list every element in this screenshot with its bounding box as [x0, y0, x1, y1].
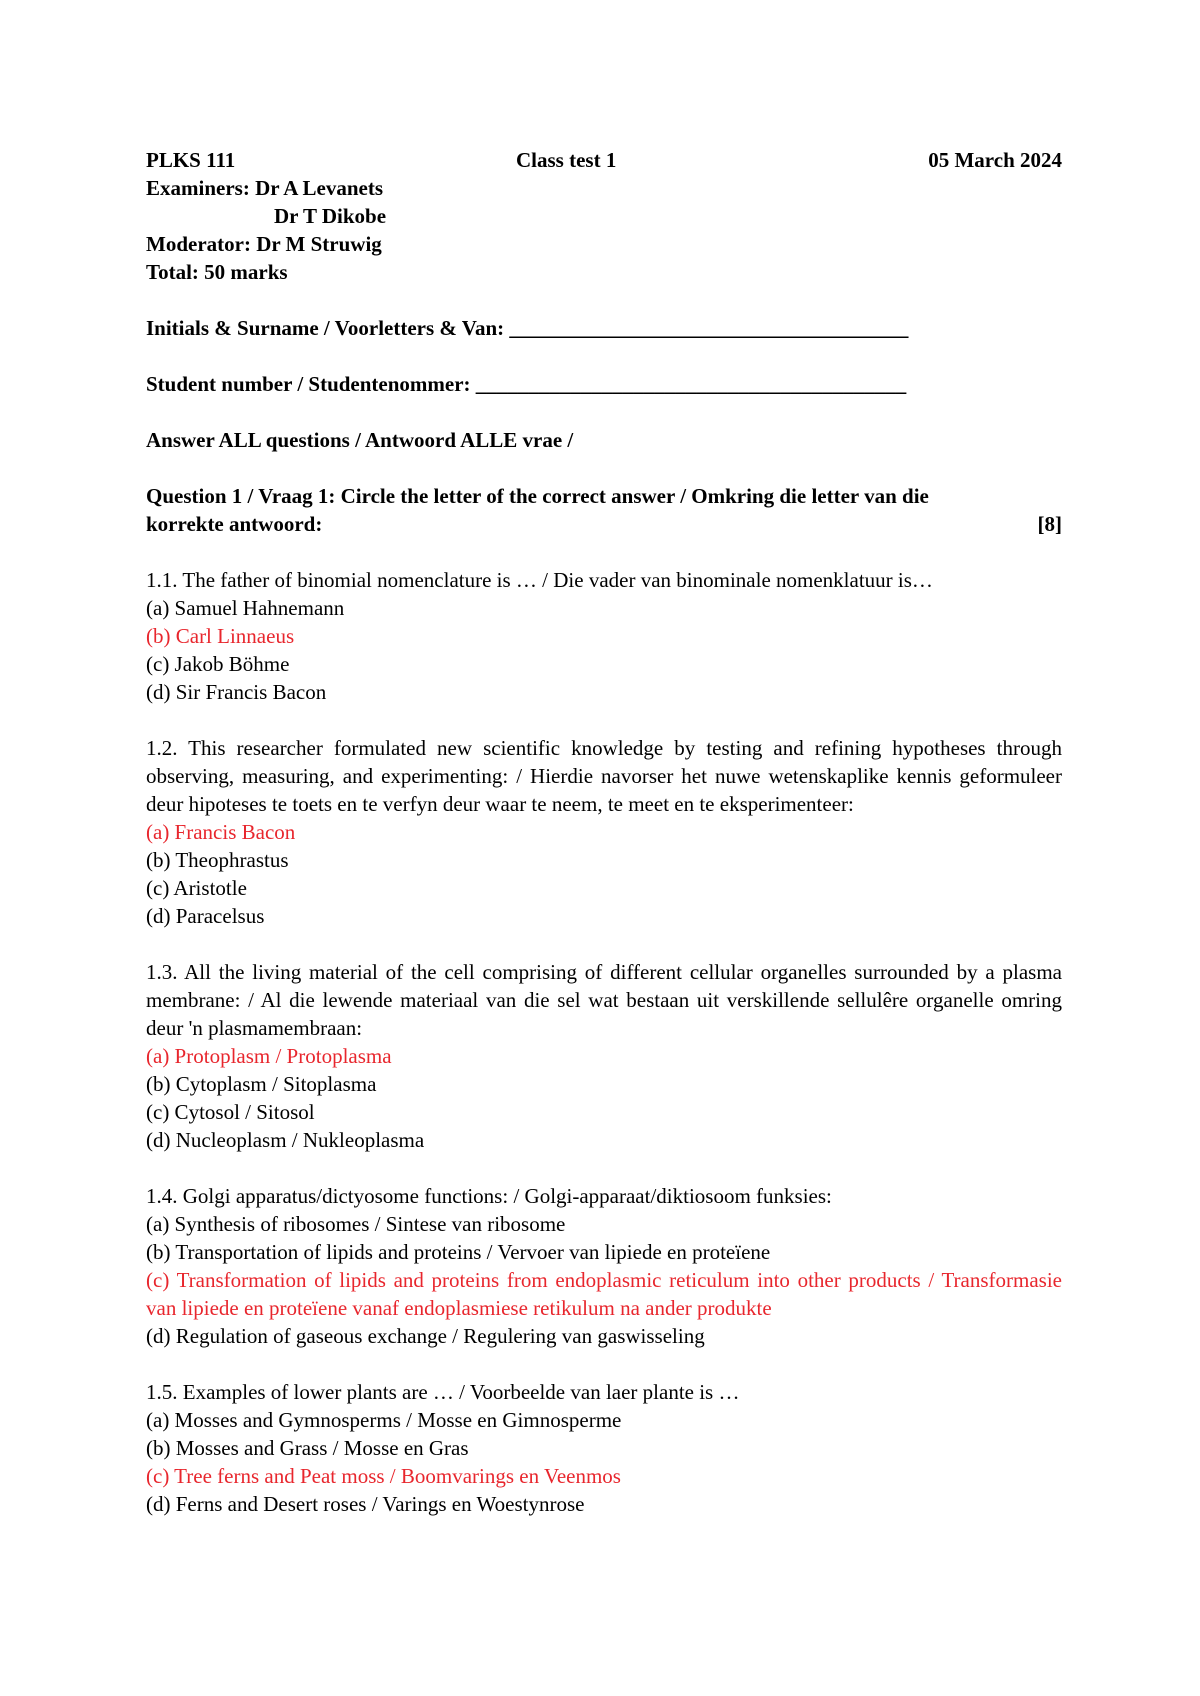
answer-option[interactable]: (a) Samuel Hahnemann [146, 596, 345, 620]
question-stem: 1.5. Examples of lower plants are … / Voorbeelde van laer plante is … [146, 1380, 740, 1404]
question-block [146, 1182, 1062, 1350]
answer-option-correct[interactable]: (a) Protoplasm / Protoplasma [146, 1044, 392, 1068]
student-number-field[interactable]: Student number / Studentenommer: _________________________________________ [146, 372, 907, 396]
course-code: PLKS 111 [146, 148, 236, 172]
answer-option[interactable]: (b) Theophrastus [146, 848, 289, 872]
answer-option[interactable]: (a) Synthesis of ribosomes / Sintese van ribosome [146, 1212, 566, 1236]
answer-option[interactable]: (d) Ferns and Desert roses / Varings en Woestynrose [146, 1492, 585, 1516]
question-list [146, 538, 1062, 1518]
answer-option-correct[interactable]: (a) Francis Bacon [146, 820, 296, 844]
examiners-line: Examiners: Dr A Levanets [146, 176, 384, 200]
answer-option[interactable]: (d) Regulation of gaseous exchange / Regulering van gaswisseling [146, 1324, 705, 1348]
answer-option[interactable]: (d) Nucleoplasm / Nukleoplasma [146, 1128, 425, 1152]
section-title-tail: korrekte antwoord: [146, 512, 323, 536]
total-marks: Total: 50 marks [146, 260, 288, 284]
question-stem: 1.3. All the living material of the cell comprising of different cellular organelles surrounded by a plasma membrane: / Al die lewende materiaal van die sel wat bestaan uit verskillende sellulêre organelle omring deur 'n plasmamembraan: [146, 960, 1062, 1040]
answer-option-correct[interactable]: (c) Transformation of lipids and proteins from endoplasmic reticulum into other products / Transformasie van lipiede en proteïene vanaf endoplasmiese retikulum na ander produkte [146, 1268, 1062, 1320]
answer-option[interactable]: (b) Cytoplasm / Sitoplasma [146, 1072, 377, 1096]
moderator-line: Moderator: Dr M Struwig [146, 232, 382, 256]
question-stem: 1.4. Golgi apparatus/dictyosome functions: / Golgi-apparaat/diktiosoom funksies: [146, 1184, 832, 1208]
answer-option[interactable]: (d) Paracelsus [146, 904, 265, 928]
test-title: Class test 1 [516, 148, 617, 172]
section-marks: [8] [1037, 512, 1062, 536]
answer-option[interactable]: (c) Aristotle [146, 876, 247, 900]
answer-option-correct[interactable]: (b) Carl Linnaeus [146, 624, 295, 648]
name-field[interactable]: Initials & Surname / Voorletters & Van: ______________________________________ [146, 316, 909, 340]
instruction: Answer ALL questions / Antwoord ALLE vrae / [146, 428, 574, 452]
answer-option-correct[interactable]: (c) Tree ferns and Peat moss / Boomvarings en Veenmos [146, 1464, 621, 1488]
section-title: Question 1 / Vraag 1: Circle the letter of the correct answer / Omkring die letter van die [146, 484, 929, 508]
section-title-cont [146, 510, 1062, 538]
question-block [146, 566, 1062, 706]
header-row [146, 146, 1062, 174]
page-content [146, 146, 1062, 1518]
question-block [146, 958, 1062, 1154]
test-date: 05 March 2024 [928, 148, 1062, 172]
answer-option[interactable]: (b) Mosses and Grass / Mosse en Gras [146, 1436, 469, 1460]
question-stem: 1.1. The father of binomial nomenclature is … / Die vader van binominale nomenklatuur is… [146, 568, 933, 592]
question-block [146, 1378, 1062, 1518]
question-stem: 1.2. This researcher formulated new scientific knowledge by testing and refining hypotheses through observing, measuring, and experimenting: / Hierdie navorser het nuwe wetenskaplike kennis geformuleer deur hipoteses te toets en te verfyn deur waar te neem, te meet en te eksperimenteer: [146, 736, 1062, 816]
question-block [146, 734, 1062, 930]
answer-option[interactable]: (b) Transportation of lipids and proteins / Vervoer van lipiede en proteïene [146, 1240, 771, 1264]
answer-option[interactable]: (a) Mosses and Gymnosperms / Mosse en Gimnosperme [146, 1408, 622, 1432]
answer-option[interactable]: (d) Sir Francis Bacon [146, 680, 327, 704]
answer-option[interactable]: (c) Cytosol / Sitosol [146, 1100, 315, 1124]
examiner-2: Dr T Dikobe [274, 204, 387, 228]
answer-option[interactable]: (c) Jakob Böhme [146, 652, 290, 676]
